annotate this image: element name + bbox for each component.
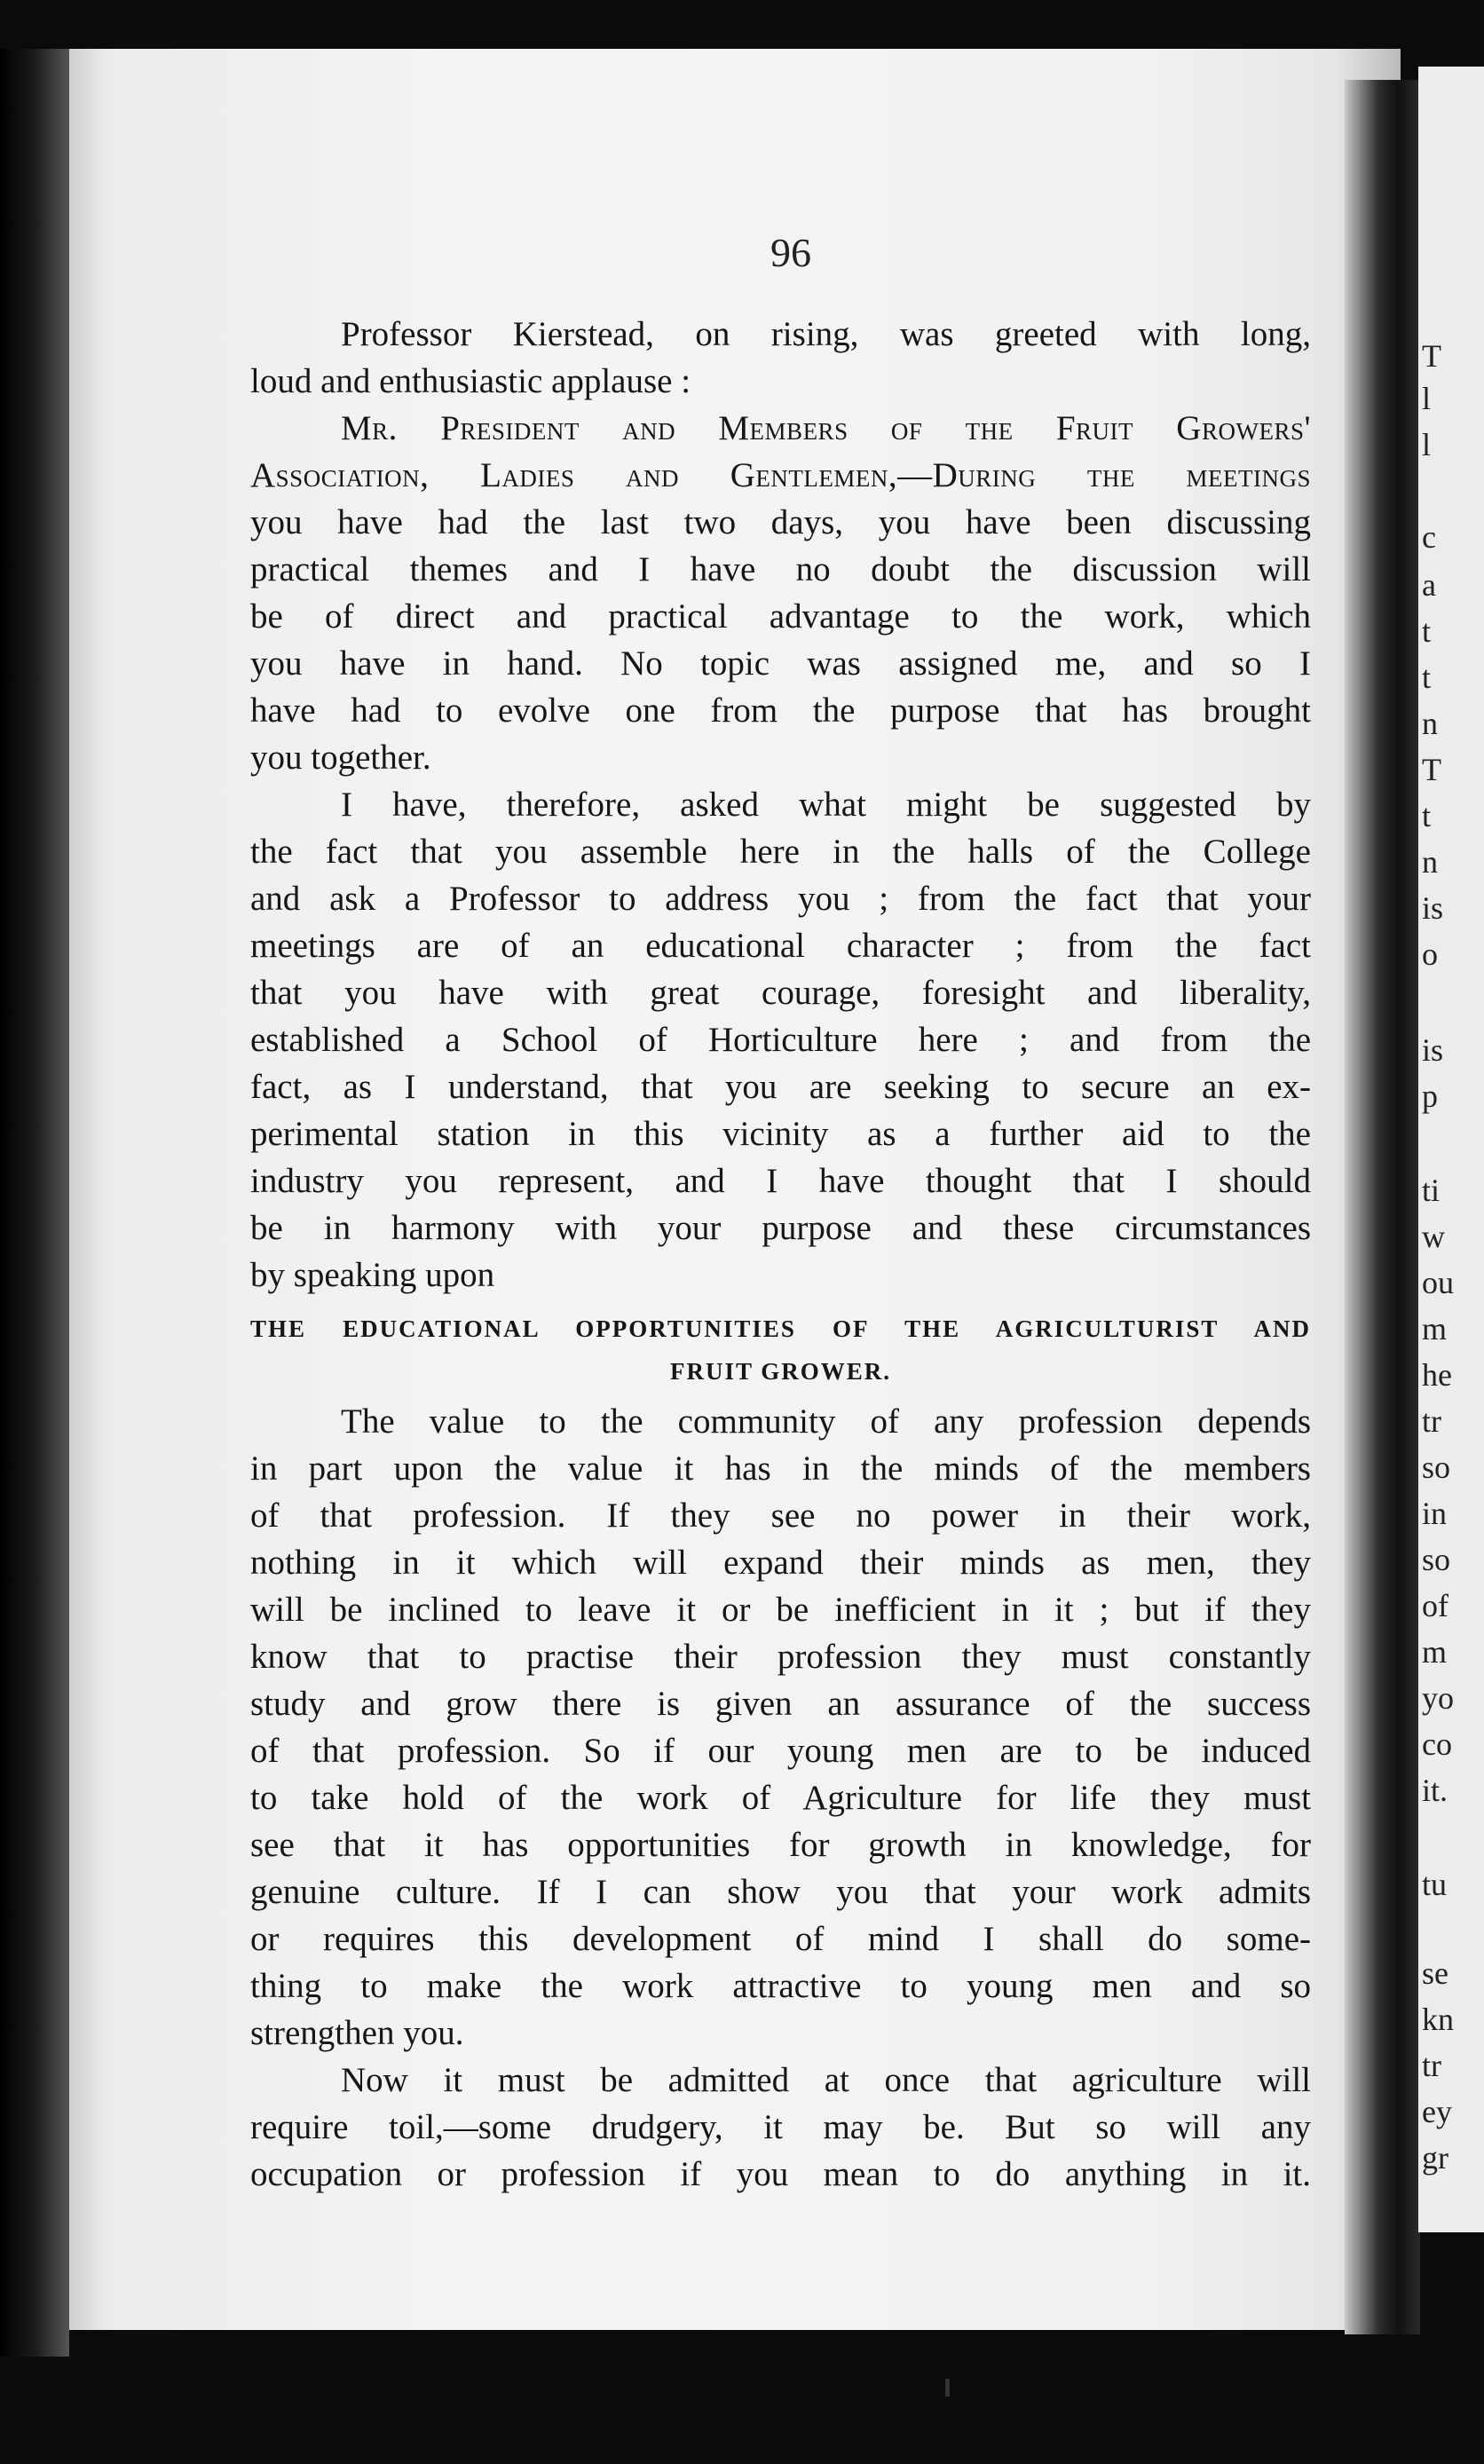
text-line: you have in hand. No topic was assigned me, and so I (250, 644, 1311, 683)
text-line: study and grow there is given an assurance of the success (250, 1685, 1311, 1723)
next-page-fragment: l (1422, 381, 1432, 416)
next-page-fragment: tr (1422, 2048, 1441, 2083)
text-line: require toil,—some drudgery, it may be. But so will any (250, 2108, 1311, 2146)
next-page-fragment: se (1422, 1955, 1448, 1991)
text-line: know that to practise their profession they must constantly (250, 1638, 1311, 1676)
next-page-fragment: n (1422, 706, 1438, 741)
next-page-fragment: so (1422, 1449, 1451, 1485)
heading-line: THE EDUCATIONAL OPPORTUNITIES OF THE AGRICULTURIST AND (250, 1315, 1311, 1342)
next-page-fragment: m (1422, 1634, 1448, 1670)
text-line: established a School of Horticulture here ; and from the (250, 1021, 1311, 1059)
section-heading (250, 1307, 1311, 1393)
text-line: or requires this development of mind I shall do some- (250, 1920, 1311, 1958)
next-page-fragment: so (1422, 1542, 1451, 1577)
left-binding-shadow (0, 49, 69, 2357)
next-page-fragment: m (1422, 1311, 1448, 1347)
next-page-fragment: it. (1422, 1773, 1448, 1808)
print-mark (945, 2379, 950, 2397)
paragraph-salutation (250, 405, 1311, 781)
next-page-fragment: is (1422, 1032, 1444, 1068)
heading-line: FRUIT GROWER. (669, 1358, 892, 1385)
next-page-fragment: ti (1422, 1173, 1441, 1208)
next-page-fragment: n (1422, 844, 1438, 880)
text-line: fact, as I understand, that you are seeking to secure an ex- (250, 1068, 1311, 1106)
next-page-fragment: T (1422, 752, 1441, 787)
text-line: meetings are of an educational character ; from the fact (250, 927, 1311, 965)
text-line: strengthen you. (250, 2014, 464, 2052)
paragraph-occasion (250, 781, 1311, 1299)
text-line: of that profession. So if our young men are to be induced (250, 1732, 1311, 1770)
next-page-fragment: he (1422, 1357, 1452, 1393)
text-line: to take hold of the work of Agriculture for life they must (250, 1779, 1311, 1817)
next-page-fragment: yo (1422, 1680, 1454, 1716)
text-line: in part upon the value it has in the minds of the members (250, 1449, 1311, 1488)
next-page-fragment: ou (1422, 1265, 1454, 1300)
text-line: nothing in it which will expand their minds as men, they (250, 1544, 1311, 1582)
next-page-fragment: gr (1422, 2140, 1448, 2176)
text-line: perimental station in this vicinity as a further aid to the (250, 1115, 1311, 1153)
text-line: by speaking upon (250, 1256, 495, 1294)
text-line: occupation or profession if you mean to do anything in it. (250, 2155, 1311, 2193)
next-page-fragment: is (1422, 890, 1444, 926)
text-line: I have, therefore, asked what might be suggested by (341, 786, 1311, 824)
paragraph-toil (250, 2057, 1311, 2198)
text-line: thing to make the work attractive to young men and so (250, 1967, 1311, 2005)
text-line: that you have with great courage, foresight and liberality, (250, 974, 1311, 1012)
next-page-fragment: p (1422, 1078, 1438, 1114)
paragraph-value (250, 1398, 1311, 2057)
text-line: genuine culture. If I can show you that your work admits (250, 1873, 1311, 1911)
text-line: Professor Kierstead, on rising, was greeted with long, (341, 315, 1311, 353)
text-line: industry you represent, and I have thought that I should (250, 1162, 1311, 1200)
next-page-fragment: kn (1422, 2002, 1454, 2037)
body-text (250, 311, 1311, 2198)
text-line: will be inclined to leave it or be inefficient in it ; but if they (250, 1591, 1311, 1629)
page-number: 96 (770, 230, 811, 275)
next-page-fragment: w (1422, 1219, 1445, 1254)
text-line: see that it has opportunities for growth in knowledge, for (250, 1826, 1311, 1864)
text-line: of that profession. If they see no power in their work, (250, 1497, 1311, 1535)
next-page-fragment: l (1422, 427, 1432, 462)
next-page-fragment: t (1422, 659, 1432, 695)
text-line: Association, Ladies and Gentlemen,—During the meetings (250, 456, 1311, 494)
next-page-fragment: T (1422, 338, 1441, 374)
next-page-fragment: in (1422, 1496, 1448, 1531)
text-line: be of direct and practical advantage to the work, which (250, 597, 1311, 636)
text-line: be in harmony with your purpose and these circumstances (250, 1209, 1311, 1247)
next-page-fragment: t (1422, 613, 1432, 649)
text-line: Mr. President and Members of the Fruit Growers' (341, 409, 1311, 447)
next-page-fragment: t (1422, 798, 1432, 833)
next-page-fragment: tu (1422, 1867, 1448, 1902)
text-line: practical themes and I have no doubt the discussion will (250, 550, 1311, 588)
text-line: the fact that you assemble here in the halls of the College (250, 833, 1311, 871)
next-page-edge (1418, 67, 1484, 2232)
next-page-fragment: ey (1422, 2094, 1452, 2129)
paragraph-intro (250, 311, 1311, 405)
text-line: loud and enthusiastic applause : (250, 362, 691, 400)
text-line: you have had the last two days, you have been discussing (250, 503, 1311, 541)
next-page-fragment: of (1422, 1588, 1448, 1623)
text-line: you together. (250, 738, 431, 777)
next-page-fragment: o (1422, 936, 1438, 972)
text-line: and ask a Professor to address you ; from the fact that your (250, 880, 1311, 918)
next-page-fragment: c (1422, 519, 1436, 555)
text-line: have had to evolve one from the purpose that has brought (250, 691, 1311, 730)
text-line: The value to the community of any profession depends (341, 1402, 1311, 1441)
next-page-fragment: a (1422, 567, 1436, 603)
next-page-fragment: co (1422, 1726, 1452, 1762)
next-page-fragment: tr (1422, 1403, 1441, 1439)
book-gutter (1345, 80, 1420, 2334)
text-line: Now it must be admitted at once that agriculture will (341, 2061, 1311, 2099)
